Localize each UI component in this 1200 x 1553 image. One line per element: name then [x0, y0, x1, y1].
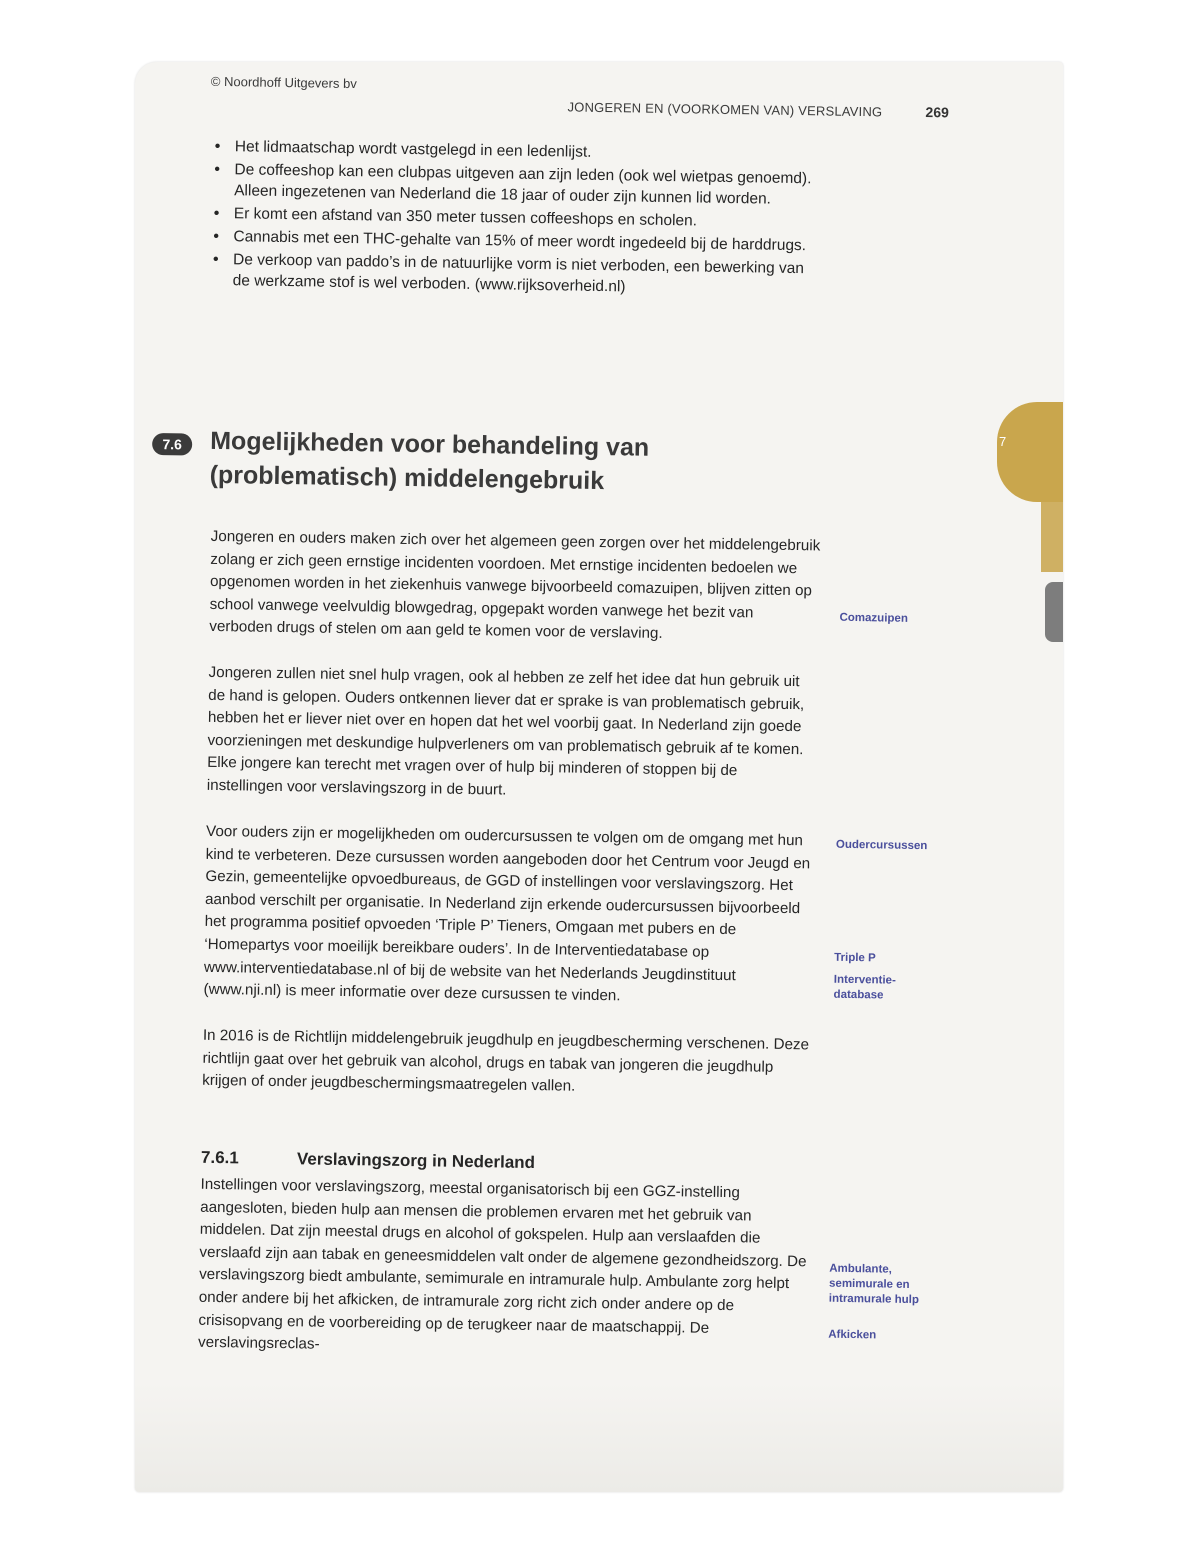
subsection-title: Verslavingszorg in Nederland — [296, 1149, 536, 1173]
section-title: Mogelijkheden voor behandeling van (problematisch) middelengebruik — [209, 426, 650, 496]
section-number-badge: 7.6 — [152, 433, 192, 456]
bullet-item: • Het lidmaatschap wordt vastgelegd in een ledenlijst. — [215, 136, 825, 167]
bullet-item: • Er komt een afstand van 350 meter tussen coffeeshops en scholen. — [214, 203, 824, 234]
page-content — [135, 62, 1063, 1492]
subsection-number: 7.6.1 — [200, 1147, 239, 1168]
paragraph-incidents: Jongeren en ouders maken zich over het algemeen geen zorgen over het middelengebruik zolang er zich geen ernstige incidenten voordoen. Met ernstige incidenten bedoelen we opgenomen worden in het ziekenhuis vanwege bijvoorbeeld comazuipen, blijven zitten op school vanwege veelvuldig blowgedrag, opgepakt worden vanwege het bezit van verboden drugs of stelen om aan geld te komen voor de verslaving. — [209, 527, 821, 643]
bullet-item: • Cannabis met een THC-gehalte van 15% of meer wordt ingedeeld bij de harddrugs. — [213, 226, 823, 257]
margin-term-triple-p: Triple P — [834, 951, 876, 965]
margin-term-comazuipen: Comazuipen — [839, 611, 908, 625]
margin-term-ambulante: Ambulante, semimurale en intramurale hulp — [828, 1262, 920, 1307]
chapter-tab-label: 7 — [999, 434, 1007, 449]
book-page — [135, 62, 1063, 1492]
margin-term-oudercursussen: Oudercursussen — [835, 838, 928, 853]
margin-term-interventiedatabase: Interventie-database — [833, 973, 896, 1002]
bullet-item: • De verkoop van paddo’s in de natuurlijke vorm is niet verboden, een bewerking van de werkzame stof is wel verboden. (www.rijksoverheid.nl) — [213, 249, 824, 301]
margin-term-afkicken: Afkicken — [828, 1328, 877, 1342]
paragraph-help: Jongeren zullen niet snel hulp vragen, ook al hebben ze zelf het idee dat hun gebruik uit de hand is gelopen. Ouders ontkennen liever dat er sprake is van problematisch gebruik, hebben het er liever niet over en hopen dat het wel voorbij gaat. In Nederland zijn goede voorzieningen met deskundige hulpverleners om van problematisch gebruik af te komen. Elke jongere kan terecht met vragen over of hulp bij minderen of stoppen bij de instellingen voor verslavingszorg in de buurt. — [206, 663, 805, 799]
bullet-item: • De coffeeshop kan een clubpas uitgeven aan zijn leden (ook wel wietpas genoemd). Alleen ingezetenen van Nederland die 18 jaar of ouder zijn kunnen lid worden. — [214, 159, 825, 211]
bullet-list — [213, 136, 825, 303]
paragraph-addiction-care: Instellingen voor verslavingszorg, meestal organisatorisch bij een GGZ-instelling aangesloten, bieden hulp aan mensen die problemen ervaren met het gebruik van middelen. Dat zijn meestal drugs en alcohol of gokspelen. Hulp aan verslaafden die verslaafd zijn aan tabak en geneesmiddelen valt onder de algemene gezondheidszorg. De verslavingszorg biedt ambulante, semimurale en intramurale hulp. Ambulante zorg helpt onder andere bij het afkicken, de intramurale zorg richt zich onder andere op de crisisopvang en de voorbereiding op de terugkeer naar de maatschappij. De verslavingsreclas- — [197, 1175, 807, 1353]
paragraph-guideline: In 2016 is de Richtlijn middelengebruik jeugdhulp en jeugdbescherming verschenen. Deze richtlijn gaat over het gebruik van alcohol, drugs en tabak van jongeren die jeugdhulp krijgen of onder jeugdbeschermingsmaatregelen vallen. — [202, 1026, 810, 1095]
page-number: 269 — [925, 104, 949, 121]
running-head: JONGEREN EN (VOORKOMEN VAN) VERSLAVING — [567, 99, 883, 120]
copyright-line: © Noordhoff Uitgevers bv — [210, 73, 357, 92]
paragraph-parent-courses: Voor ouders zijn er mogelijkheden om oudercursussen te volgen om de omgang met hun kind te verbeteren. Deze cursussen worden aangeboden door het Centrum voor Jeugd en Gezin, gemeentelijke opvoedbureaus, de GGD of instellingen voor verslavingszorg. Het aanbod verschilt per organisatie. In Nederland zijn erkende oudercursussen bijvoorbeeld het programma positief opvoeden ‘Triple P’ Tieners, Omgaan met pubers en de ‘Homepartys voor moeilijk bereikbare ouders’. In de Interventiedatabase op www.interventiedatabase.nl of bij de website van het Nederlands Jeugdinstituut (www.nji.nl) is meer informatie over deze cursussen te vinden. — [203, 822, 811, 1005]
subsection-heading — [201, 1148, 535, 1173]
